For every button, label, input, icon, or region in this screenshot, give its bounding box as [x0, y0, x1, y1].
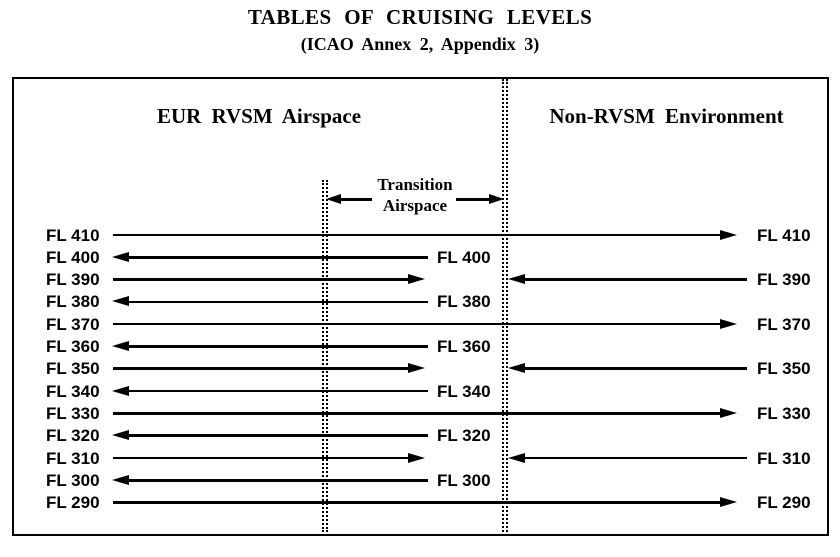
transition-airspace-label	[355, 174, 475, 216]
flight-level-line	[113, 412, 720, 415]
page-title: TABLES OF CRUISING LEVELS	[247, 5, 593, 29]
transition-label-line2: Airspace	[382, 196, 448, 215]
westbound-arrowhead-icon	[112, 252, 129, 262]
fl-left-label: FL 360	[46, 337, 100, 356]
fl-right-label: FL 410	[757, 225, 811, 245]
flight-level-row	[0, 224, 840, 246]
fl-left-label: FL 300	[46, 470, 100, 490]
region-header-non-rvsm: Non-RVSM Environment	[549, 104, 784, 128]
westbound-arrowhead-icon	[508, 274, 525, 284]
flight-level-row	[0, 313, 840, 335]
flight-level-line	[129, 434, 428, 437]
eastbound-arrowhead-icon	[408, 363, 425, 373]
flight-level-line	[525, 457, 747, 460]
fl-left-label: FL 330	[46, 403, 100, 423]
flight-level-line	[129, 301, 428, 304]
flight-level-row	[0, 336, 840, 358]
fl-left-label: FL 350	[46, 359, 100, 379]
flight-level-row	[0, 425, 840, 447]
fl-left-label: FL 310	[46, 448, 100, 468]
page-subtitle: (ICAO Annex 2, Appendix 3)	[300, 34, 540, 54]
fl-mid-label: FL 340	[437, 381, 491, 401]
fl-right-label: FL 290	[757, 493, 811, 513]
flight-level-row	[0, 358, 840, 380]
fl-left-label: FL 320	[46, 426, 100, 446]
flight-level-line	[129, 390, 428, 393]
fl-right-label: FL 390	[757, 270, 811, 290]
flight-level-row	[0, 246, 840, 268]
eastbound-arrowhead-icon	[720, 319, 737, 329]
westbound-arrowhead-icon	[112, 430, 129, 440]
fl-mid-label: FL 400	[437, 247, 491, 267]
fl-right-label: FL 350	[757, 359, 811, 379]
region-header-eur-rvsm: EUR RVSM Airspace	[156, 104, 362, 128]
flight-level-line	[525, 367, 747, 370]
fl-mid-label: FL 380	[437, 292, 491, 312]
transition-west-arrow-line	[339, 198, 372, 201]
flight-level-line	[129, 345, 428, 348]
westbound-arrowhead-icon	[112, 296, 129, 306]
eastbound-arrowhead-icon	[408, 453, 425, 463]
flight-level-line	[113, 278, 408, 281]
fl-left-label: FL 340	[46, 381, 100, 401]
fl-right-label: FL 370	[757, 314, 811, 334]
fl-left-label: FL 370	[46, 314, 100, 334]
fl-left-label: FL 400	[46, 247, 100, 267]
flight-level-line	[113, 367, 408, 370]
flight-level-line	[113, 234, 720, 237]
transition-east-arrowhead-icon	[489, 194, 504, 204]
flight-level-row	[0, 492, 840, 514]
flight-level-line	[129, 256, 428, 259]
westbound-arrowhead-icon	[508, 363, 525, 373]
flight-level-line	[129, 479, 428, 482]
flight-level-row	[0, 269, 840, 291]
fl-left-label: FL 380	[46, 292, 100, 312]
flight-level-line	[113, 501, 720, 504]
fl-left-label: FL 410	[46, 225, 100, 245]
flight-level-row	[0, 469, 840, 491]
westbound-arrowhead-icon	[112, 475, 129, 485]
flight-level-row	[0, 447, 840, 469]
flight-level-line	[113, 457, 408, 460]
fl-mid-label: FL 360	[437, 337, 491, 356]
fl-left-label: FL 390	[46, 270, 100, 290]
transition-east-arrow-line	[456, 198, 490, 201]
westbound-arrowhead-icon	[508, 453, 525, 463]
flight-level-line	[113, 323, 720, 326]
westbound-arrowhead-icon	[112, 341, 129, 351]
fl-mid-label: FL 320	[437, 426, 491, 446]
transition-label-line1: Transition	[377, 175, 453, 194]
fl-mid-label: FL 300	[437, 470, 491, 490]
flight-level-row	[0, 291, 840, 313]
eastbound-arrowhead-icon	[720, 497, 737, 507]
eastbound-arrowhead-icon	[408, 274, 425, 284]
flight-level-line	[525, 278, 747, 281]
westbound-arrowhead-icon	[112, 386, 129, 396]
eastbound-arrowhead-icon	[720, 230, 737, 240]
eastbound-arrowhead-icon	[720, 408, 737, 418]
fl-right-label: FL 310	[757, 448, 811, 468]
flight-level-row	[0, 380, 840, 402]
flight-level-row	[0, 402, 840, 424]
fl-left-label: FL 290	[46, 493, 100, 513]
fl-right-label: FL 330	[757, 403, 811, 423]
